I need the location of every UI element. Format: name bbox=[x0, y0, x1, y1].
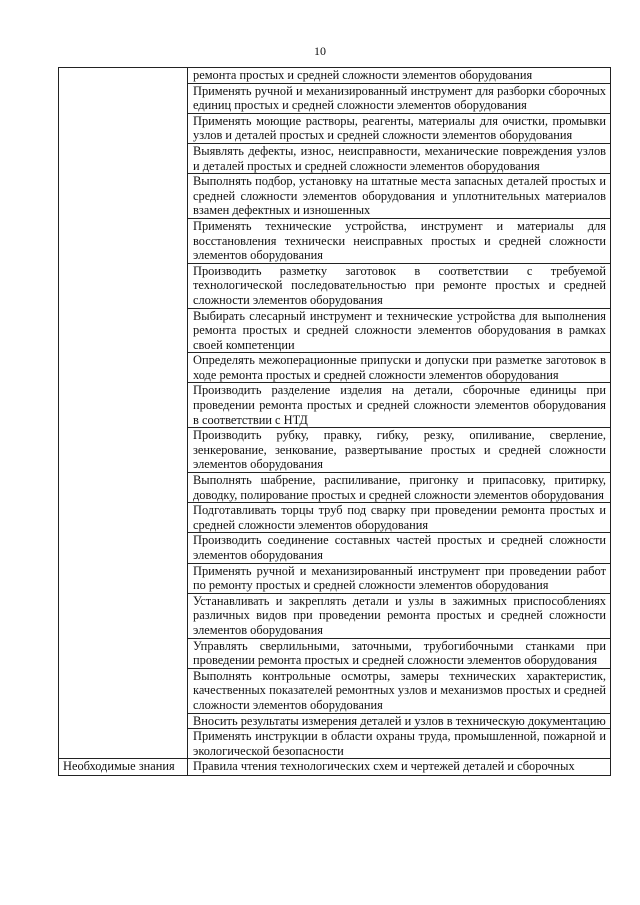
skill-text: Применять ручной и механизированный инструмент для разборки сборочных единиц простых и средней сложности элементов оборудования bbox=[188, 83, 611, 113]
skill-text: Управлять сверлильными, заточными, трубогибочными станками при проведении ремонта простых и средней сложности элементов оборудования bbox=[188, 638, 611, 668]
skill-text: Подготавливать торцы труб под сварку при проведении ремонта простых и средней сложности элементов оборудования bbox=[188, 503, 611, 533]
skill-text: Применять инструкции в области охраны труда, промышленной, пожарной и экологической безопасности bbox=[188, 729, 611, 759]
skill-text: Выбирать слесарный инструмент и технические устройства для выполнения ремонта простых и средней сложности элементов оборудования в рамках своей компетенции bbox=[188, 308, 611, 353]
skill-text: Выявлять дефекты, износ, неисправности, механические повреждения узлов и деталей простых и средней сложности элементов оборудования bbox=[188, 143, 611, 173]
skill-text: Выполнять шабрение, распиливание, пригонку и припасовку, притирку, доводку, полирование простых и средней сложности элементов оборудования bbox=[188, 473, 611, 503]
skill-text: Применять моющие растворы, реагенты, материалы для очистки, промывки узлов и деталей простых и средней сложности элементов оборудования bbox=[188, 113, 611, 143]
knowledge-text: Правила чтения технологических схем и чертежей деталей и сборочных bbox=[193, 759, 575, 774]
skill-text: Производить соединение составных частей простых и средней сложности элементов оборудования bbox=[188, 533, 611, 563]
knowledge-label: Необходимые знания bbox=[59, 759, 188, 776]
skill-text: Выполнять контрольные осмотры, замеры технических характеристик, качественных показателей ремонтных узлов и механизмов простых и средней сложности элементов оборудования bbox=[188, 668, 611, 713]
skill-text: ремонта простых и средней сложности элементов оборудования bbox=[188, 68, 611, 84]
skill-text: Выполнять подбор, установку на штатные места запасных деталей простых и средней сложности элементов оборудования и уплотнительных материалов взамен дефектных и изношенных bbox=[188, 174, 611, 219]
skill-text: Применять ручной и механизированный инструмент при проведении работ по ремонту простых и средней сложности элементов оборудования bbox=[188, 563, 611, 593]
skill-text: Производить разделение изделия на детали, сборочные единицы при проведении ремонта простых и средней сложности элементов оборудования в соответствии с НТД bbox=[188, 383, 611, 428]
skill-text: Вносить результаты измерения деталей и узлов в техническую документацию bbox=[188, 713, 611, 729]
skill-row bbox=[59, 68, 611, 84]
knowledge-row bbox=[59, 759, 611, 776]
skill-text: Применять технические устройства, инструмент и материалы для восстановления технически неисправных простых и средней сложности элементов оборудования bbox=[188, 218, 611, 263]
skill-text: Устанавливать и закреплять детали и узлы в зажимных приспособлениях различных видов при проведении ремонта простых и средней сложности элементов оборудования bbox=[188, 593, 611, 638]
skill-text: Определять межоперационные припуски и допуски при разметке заготовок в ходе ремонта простых и средней сложности элементов оборудования bbox=[188, 353, 611, 383]
page-number: 10 bbox=[314, 44, 326, 58]
skill-text: Производить разметку заготовок в соответствии с требуемой технологической последовательностью при ремонте простых и средней сложности элементов оборудования bbox=[188, 263, 611, 308]
knowledge-text-cell bbox=[188, 759, 611, 776]
competency-table-body bbox=[59, 68, 611, 776]
skill-text: Производить рубку, правку, гибку, резку, опиливание, сверление, зенкерование, зенкование, развертывание простых и средней сложности элементов оборудования bbox=[188, 428, 611, 473]
skills-label-cell bbox=[59, 68, 188, 759]
competency-table bbox=[58, 67, 611, 776]
